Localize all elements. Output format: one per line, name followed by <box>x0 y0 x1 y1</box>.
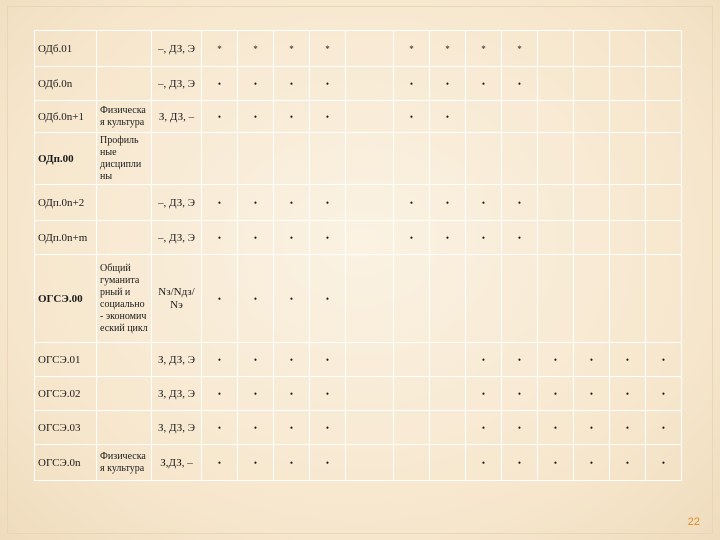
semester-mark: • <box>274 67 310 101</box>
semester-mark: • <box>538 445 574 481</box>
semester-mark: • <box>394 101 430 133</box>
semester-mark <box>394 377 430 411</box>
semester-mark: • <box>466 411 502 445</box>
discipline-name <box>97 185 152 221</box>
table-row <box>35 185 682 221</box>
semester-mark: • <box>538 411 574 445</box>
semester-mark: • <box>310 411 346 445</box>
semester-mark: • <box>310 445 346 481</box>
semester-mark: • <box>394 221 430 255</box>
table-row <box>35 411 682 445</box>
semester-mark <box>346 31 394 67</box>
semester-mark: • <box>502 445 538 481</box>
discipline-code: ОДб.0n+1 <box>35 101 97 133</box>
semester-mark: • <box>394 185 430 221</box>
semester-mark: • <box>502 343 538 377</box>
discipline-name: Общий гуманита рный и социально - экономич еский цикл <box>97 255 152 343</box>
discipline-name <box>97 67 152 101</box>
semester-mark: • <box>574 445 610 481</box>
semester-mark <box>646 101 682 133</box>
semester-mark: • <box>310 255 346 343</box>
discipline-name: Физическа я культура <box>97 445 152 481</box>
semester-mark <box>538 221 574 255</box>
semester-mark <box>502 133 538 185</box>
discipline-code: ОГСЭ.03 <box>35 411 97 445</box>
semester-mark: • <box>466 377 502 411</box>
discipline-name <box>97 31 152 67</box>
semester-mark: • <box>310 101 346 133</box>
curriculum-table-body <box>35 31 682 481</box>
semester-mark: • <box>574 377 610 411</box>
semester-mark: • <box>202 67 238 101</box>
semester-mark: • <box>202 411 238 445</box>
semester-mark <box>394 445 430 481</box>
semester-mark: • <box>238 343 274 377</box>
semester-mark <box>346 101 394 133</box>
discipline-code: ОДб.01 <box>35 31 97 67</box>
semester-mark: • <box>310 377 346 411</box>
semester-mark: • <box>646 411 682 445</box>
semester-mark <box>610 185 646 221</box>
semester-mark <box>574 185 610 221</box>
semester-mark: • <box>466 343 502 377</box>
semester-mark <box>538 67 574 101</box>
semester-mark <box>646 221 682 255</box>
semester-mark <box>346 185 394 221</box>
semester-mark: • <box>502 377 538 411</box>
semester-mark: • <box>238 445 274 481</box>
semester-mark <box>610 221 646 255</box>
semester-mark: • <box>430 67 466 101</box>
semester-mark <box>274 133 310 185</box>
semester-mark: • <box>202 101 238 133</box>
semester-mark: • <box>202 343 238 377</box>
semester-mark: • <box>466 67 502 101</box>
semester-mark: • <box>430 221 466 255</box>
discipline-name <box>97 221 152 255</box>
semester-mark: • <box>610 411 646 445</box>
semester-mark: • <box>466 221 502 255</box>
semester-mark <box>574 133 610 185</box>
semester-mark <box>646 67 682 101</box>
semester-mark: * <box>274 31 310 67</box>
semester-mark: • <box>238 377 274 411</box>
semester-mark <box>394 411 430 445</box>
semester-mark: * <box>430 31 466 67</box>
semester-mark <box>610 31 646 67</box>
table-row <box>35 133 682 185</box>
semester-mark <box>466 255 502 343</box>
semester-mark <box>466 133 502 185</box>
attestation-form: –, ДЗ, Э <box>152 185 202 221</box>
discipline-code: ОГСЭ.0n <box>35 445 97 481</box>
discipline-code: ОДп.0n+m <box>35 221 97 255</box>
semester-mark: • <box>574 343 610 377</box>
semester-mark <box>610 133 646 185</box>
semester-mark <box>394 255 430 343</box>
attestation-form: З, ДЗ, Э <box>152 377 202 411</box>
semester-mark: • <box>202 221 238 255</box>
semester-mark: • <box>502 411 538 445</box>
semester-mark <box>430 377 466 411</box>
page-number: 22 <box>687 516 700 528</box>
semester-mark <box>430 343 466 377</box>
semester-mark: • <box>430 101 466 133</box>
semester-mark <box>574 221 610 255</box>
semester-mark <box>430 255 466 343</box>
semester-mark <box>646 133 682 185</box>
semester-mark <box>430 411 466 445</box>
table-row <box>35 221 682 255</box>
semester-mark: • <box>274 221 310 255</box>
table-row <box>35 101 682 133</box>
semester-mark <box>394 133 430 185</box>
discipline-code: ОГСЭ.02 <box>35 377 97 411</box>
attestation-form: Nз/Nдз/ Nэ <box>152 255 202 343</box>
discipline-name <box>97 343 152 377</box>
semester-mark <box>346 377 394 411</box>
semester-mark: • <box>238 67 274 101</box>
semester-mark: * <box>202 31 238 67</box>
semester-mark <box>646 255 682 343</box>
discipline-code: ОГСЭ.00 <box>35 255 97 343</box>
semester-mark: • <box>310 221 346 255</box>
semester-mark <box>646 31 682 67</box>
semester-mark <box>346 445 394 481</box>
discipline-name: Физическа я культура <box>97 101 152 133</box>
semester-mark <box>346 221 394 255</box>
semester-mark: • <box>202 377 238 411</box>
semester-mark: • <box>538 343 574 377</box>
semester-mark: • <box>610 445 646 481</box>
semester-mark: • <box>310 185 346 221</box>
semester-mark <box>502 101 538 133</box>
discipline-name <box>97 411 152 445</box>
semester-mark: • <box>646 343 682 377</box>
attestation-form: З,ДЗ, – <box>152 445 202 481</box>
semester-mark <box>574 255 610 343</box>
semester-mark: • <box>646 377 682 411</box>
semester-mark <box>574 101 610 133</box>
semester-mark: • <box>502 67 538 101</box>
semester-mark <box>610 255 646 343</box>
table-row <box>35 445 682 481</box>
semester-mark <box>430 445 466 481</box>
semester-mark: • <box>238 185 274 221</box>
semester-mark: • <box>610 377 646 411</box>
attestation-form: –, ДЗ, Э <box>152 67 202 101</box>
semester-mark <box>310 133 346 185</box>
table-row <box>35 343 682 377</box>
semester-mark <box>538 31 574 67</box>
semester-mark <box>346 67 394 101</box>
semester-mark: • <box>394 67 430 101</box>
semester-mark: • <box>646 445 682 481</box>
semester-mark: • <box>274 377 310 411</box>
semester-mark <box>538 255 574 343</box>
semester-mark: • <box>238 101 274 133</box>
semester-mark <box>646 185 682 221</box>
semester-mark <box>346 411 394 445</box>
semester-mark: • <box>202 255 238 343</box>
semester-mark: • <box>274 185 310 221</box>
semester-mark: • <box>274 411 310 445</box>
attestation-form: З, ДЗ, – <box>152 101 202 133</box>
semester-mark: • <box>274 101 310 133</box>
semester-mark: • <box>274 445 310 481</box>
semester-mark: • <box>238 221 274 255</box>
semester-mark <box>538 101 574 133</box>
semester-mark: • <box>202 445 238 481</box>
semester-mark <box>346 255 394 343</box>
discipline-name: Профиль ные дисципли ны <box>97 133 152 185</box>
semester-mark: • <box>502 221 538 255</box>
semester-mark: • <box>274 255 310 343</box>
semester-mark <box>238 133 274 185</box>
semester-mark <box>394 343 430 377</box>
semester-mark <box>574 67 610 101</box>
discipline-code: ОДб.0n <box>35 67 97 101</box>
table-row <box>35 377 682 411</box>
semester-mark <box>610 101 646 133</box>
semester-mark <box>574 31 610 67</box>
semester-mark <box>466 101 502 133</box>
attestation-form <box>152 133 202 185</box>
semester-mark: * <box>310 31 346 67</box>
discipline-code: ОДп.0n+2 <box>35 185 97 221</box>
semester-mark: * <box>394 31 430 67</box>
table-row <box>35 67 682 101</box>
semester-mark <box>346 343 394 377</box>
semester-mark: • <box>310 67 346 101</box>
semester-mark: • <box>202 185 238 221</box>
attestation-form: З, ДЗ, Э <box>152 411 202 445</box>
discipline-code: ОДп.00 <box>35 133 97 185</box>
attestation-form: –, ДЗ, Э <box>152 221 202 255</box>
attestation-form: –, ДЗ, Э <box>152 31 202 67</box>
semester-mark <box>538 133 574 185</box>
attestation-form: З, ДЗ, Э <box>152 343 202 377</box>
semester-mark <box>202 133 238 185</box>
semester-mark: • <box>574 411 610 445</box>
discipline-code: ОГСЭ.01 <box>35 343 97 377</box>
semester-mark <box>346 133 394 185</box>
semester-mark <box>430 133 466 185</box>
semester-mark: * <box>466 31 502 67</box>
semester-mark: • <box>430 185 466 221</box>
semester-mark <box>610 67 646 101</box>
curriculum-table <box>34 30 682 481</box>
semester-mark: • <box>310 343 346 377</box>
table-row <box>35 31 682 67</box>
semester-mark: • <box>238 411 274 445</box>
semester-mark: • <box>610 343 646 377</box>
semester-mark: • <box>274 343 310 377</box>
semester-mark: • <box>238 255 274 343</box>
semester-mark: * <box>502 31 538 67</box>
semester-mark: • <box>466 445 502 481</box>
semester-mark: • <box>502 185 538 221</box>
semester-mark: * <box>238 31 274 67</box>
semester-mark <box>538 185 574 221</box>
discipline-name <box>97 377 152 411</box>
semester-mark <box>502 255 538 343</box>
table-row <box>35 255 682 343</box>
semester-mark: • <box>538 377 574 411</box>
semester-mark: • <box>466 185 502 221</box>
